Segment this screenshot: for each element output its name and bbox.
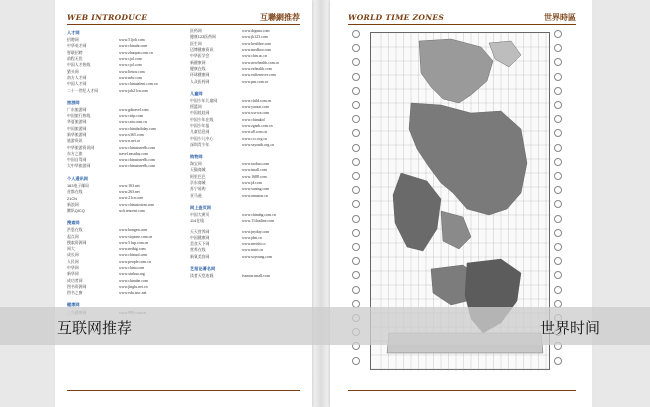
site-url: www.eufiesercer.com xyxy=(242,73,276,78)
site-url: www.chinakid xyxy=(242,117,265,122)
site-url: www.n.net.cn xyxy=(119,139,141,144)
site-name: 健康在线 xyxy=(190,65,206,71)
clock-face-icon xyxy=(554,186,562,194)
landmass-south-asia xyxy=(441,211,471,249)
site-url: www.cjol.com xyxy=(119,57,142,62)
site-name: 迈博健康资讯 xyxy=(190,47,214,53)
section-title: 旅游网 xyxy=(67,99,80,105)
site-name: 亚马逊 xyxy=(190,192,202,198)
clock-face-icon xyxy=(352,172,360,180)
landmasses xyxy=(387,39,543,353)
clock-face-icon xyxy=(554,172,562,180)
site-url: www.child.com.cn xyxy=(242,98,272,103)
clock-face-icon xyxy=(554,30,562,38)
site-name: 人众医药网 xyxy=(190,78,210,84)
site-name: 腾讯QICQ xyxy=(67,207,85,213)
site-url: www.chinatravelb.com xyxy=(119,158,156,163)
site-url: www.ezhealth.com xyxy=(242,66,272,71)
site-name: 新浪网 xyxy=(67,201,79,207)
site-url: www.job21cn.com xyxy=(119,88,149,93)
site-url: www.21cn.com xyxy=(119,196,144,201)
site-url: www.lietou.com xyxy=(119,69,145,74)
clock-face-icon xyxy=(352,73,360,81)
site-name: 首都在线 xyxy=(67,189,83,195)
site-name: 深圳青少年 xyxy=(190,141,210,147)
site-url: www.jk123.com xyxy=(242,35,268,40)
landmass-north-america xyxy=(419,39,493,103)
site-name: 中国少年报 xyxy=(190,123,210,128)
clock-face-icon xyxy=(554,115,562,123)
site-url: www.pm.com.cn xyxy=(242,79,269,84)
site-name: 起点网 xyxy=(67,233,79,239)
site-name: 洪恩在线 xyxy=(67,227,83,233)
directory-row xyxy=(67,87,185,93)
clock-face-icon xyxy=(554,58,562,66)
site-url: www.zhaopin.com.cn xyxy=(119,50,153,55)
site-name: 中华旅游资讯网 xyxy=(67,144,95,150)
site-name: 天猫商城 xyxy=(190,167,206,173)
site-url: www.chinatalent.com.cn xyxy=(119,82,158,87)
section-title: 艺报论著名网 xyxy=(190,265,216,271)
site-url: www.xinhua.org xyxy=(119,272,145,277)
site-url: www.263.net xyxy=(119,190,140,195)
clock-face-icon xyxy=(554,229,562,237)
site-name: 中华英才网 xyxy=(67,43,87,49)
section-title: 儿童网 xyxy=(190,90,203,96)
site-url: www.jd.com xyxy=(242,181,262,186)
site-url: www.114online.com xyxy=(242,219,275,224)
site-url: www.nrhr.com xyxy=(119,75,143,80)
site-name: 南方人才网 xyxy=(67,74,87,80)
site-name: 摇篮网 xyxy=(190,104,202,110)
site-name: 淘宝网 xyxy=(190,161,202,167)
site-url: www.chinatravelb.com xyxy=(119,145,156,150)
site-name: 中国少儿中心 xyxy=(190,135,214,141)
site-name: 114在线 xyxy=(190,218,204,224)
clock-face-icon xyxy=(554,215,562,223)
book-spine xyxy=(312,0,330,407)
directory-section xyxy=(190,264,308,279)
site-name: 智联招聘 xyxy=(67,49,83,55)
section-title: 个人通讯网 xyxy=(67,175,88,181)
site-url: www.chinatorizm.com xyxy=(119,202,155,207)
site-name: 医药网 xyxy=(190,28,202,34)
site-url: www.drguna.com xyxy=(242,29,270,34)
directory-column-b xyxy=(190,28,308,283)
site-name: 营养在线 xyxy=(190,247,206,253)
clock-face-icon xyxy=(352,158,360,166)
clock-face-icon xyxy=(352,87,360,95)
site-url: www.chin.ac.cn xyxy=(242,54,267,59)
site-name: 读者天堂连载 xyxy=(190,273,214,279)
site-name: 中国旅行热线 xyxy=(67,113,91,119)
section-title: 网上查页网 xyxy=(190,204,211,210)
clock-face-icon xyxy=(554,286,562,294)
site-url: www.chinaol.com xyxy=(119,253,148,258)
site-name: 健康123医药网 xyxy=(190,34,216,40)
site-url: www.cjol.com xyxy=(119,63,142,68)
site-url: www.chinatravelb.com xyxy=(119,164,156,169)
site-url: www.chinahr.com xyxy=(119,44,148,49)
site-name: 儿童信息网 xyxy=(190,129,210,135)
site-url: www.1688.com xyxy=(242,174,267,179)
site-name: 大中华旅游网 xyxy=(67,163,91,169)
site-url: www.chinabe.com xyxy=(119,278,148,283)
right-header-en: WORLD TIME ZONES xyxy=(348,13,445,22)
site-name: 新健康网 xyxy=(190,59,206,65)
directory-section xyxy=(67,218,185,296)
directory-row xyxy=(190,218,308,224)
clock-face-icon xyxy=(554,44,562,52)
directory-section xyxy=(190,152,308,199)
site-url: www.china.com xyxy=(119,266,145,271)
directory-section xyxy=(190,28,308,85)
clock-face-icon xyxy=(554,257,562,265)
landmass-greenland xyxy=(489,41,521,67)
site-url: fssmon.tmall.com xyxy=(242,274,270,279)
site-name: 中国少年儿童网 xyxy=(190,97,218,103)
directory-row xyxy=(67,208,185,214)
site-url: www.51job.com xyxy=(119,38,145,43)
site-url: www.amazon.cn xyxy=(242,193,268,198)
right-page xyxy=(330,0,592,407)
site-name: 中国少年在线 xyxy=(190,116,214,122)
site-url: www.sicpone.com.cn xyxy=(119,234,153,239)
site-name: 21CN xyxy=(67,195,77,201)
clock-face-icon xyxy=(352,200,360,208)
site-name: 163电子邮局 xyxy=(67,182,90,188)
site-name: 阿里巴巴 xyxy=(190,173,206,179)
overlay-label-world-time: 世界时间 xyxy=(539,319,600,337)
site-name: 天天营养网 xyxy=(190,228,210,234)
clock-face-icon xyxy=(352,229,360,237)
overlay-label-internet-recommend: 互联网推荐 xyxy=(57,319,133,337)
clock-face-icon xyxy=(352,144,360,152)
site-url: www.jnyday.com xyxy=(242,229,270,234)
clock-face-icon xyxy=(554,129,562,137)
clock-face-icon xyxy=(352,243,360,251)
directory-row xyxy=(190,193,308,199)
site-url: www.people.com.cn xyxy=(119,259,151,264)
site-name: 成功者网 xyxy=(67,277,83,283)
clock-face-icon xyxy=(554,243,562,251)
clock-face-icon xyxy=(554,200,562,208)
site-name: 新华旅游网 xyxy=(67,132,87,137)
directory-row xyxy=(190,254,308,260)
site-name: 成长网 xyxy=(67,252,79,258)
site-url: www.jdm.cn xyxy=(242,235,262,240)
right-header-rule xyxy=(348,24,576,25)
site-name: 招聘网 xyxy=(67,37,79,43)
section-title: 人才网 xyxy=(67,30,80,35)
site-name: 旅游资讯 xyxy=(67,138,83,144)
site-name: 中国娃娃网 xyxy=(190,110,210,116)
section-title: 购物网 xyxy=(190,154,203,160)
clock-face-icon xyxy=(352,271,360,279)
site-url: www.ccc.org.cn xyxy=(242,136,268,141)
site-name: 广东旅游网 xyxy=(67,106,87,112)
site-url: www.netbig.com xyxy=(119,247,146,252)
right-header-cn: 世界時區 xyxy=(544,13,576,22)
site-url: www.51up.com.cn xyxy=(119,240,149,245)
directory-column-a xyxy=(67,28,185,320)
clock-face-icon xyxy=(554,144,562,152)
directory-row xyxy=(67,290,185,296)
clock-face-icon xyxy=(352,44,360,52)
clock-face-icon xyxy=(554,158,562,166)
left-footer-rule xyxy=(67,390,300,391)
site-name: 新华网 xyxy=(67,271,79,277)
site-name: 二十一世纪人才网 xyxy=(67,87,99,93)
site-url: www.a8.com.cn xyxy=(242,130,268,135)
clock-face-icon xyxy=(352,215,360,223)
landmass-africa xyxy=(393,173,441,251)
left-header-cn: 互聯網推荐 xyxy=(260,13,300,22)
clock-face-icon xyxy=(554,357,562,365)
site-name: 中华医学会 xyxy=(190,53,210,59)
site-name: 中国自驾网 xyxy=(67,157,87,163)
site-url: www.nutri.cn xyxy=(242,248,264,253)
site-name: 环球健康网 xyxy=(190,72,210,78)
clock-face-icon xyxy=(352,286,360,294)
site-name: 中国健康网 xyxy=(190,234,210,240)
site-url: www.163.net xyxy=(119,183,140,188)
directory-section xyxy=(190,203,308,225)
left-header-en: WEB INTRODUCE xyxy=(67,13,148,22)
directory-row xyxy=(190,273,308,279)
directory-section xyxy=(67,28,185,94)
clock-face-icon xyxy=(352,30,360,38)
left-page xyxy=(55,0,312,407)
site-url: www.medboo.com xyxy=(242,48,272,53)
site-url: www.wa-wa.com xyxy=(242,111,270,116)
site-name: 前程无忧 xyxy=(67,56,83,62)
clock-face-icon xyxy=(352,357,360,365)
site-url: www.healthre.com xyxy=(242,41,272,46)
site-url: www.newhealth.com.cn xyxy=(242,60,280,65)
site-url: www.chinabg.com.cn xyxy=(242,212,276,217)
site-name: 中国大黄页 xyxy=(190,211,210,217)
clock-face-icon xyxy=(352,257,360,265)
directory-row xyxy=(190,142,308,148)
site-name: 中国人才热线 xyxy=(67,62,91,68)
site-url: www.suning.com xyxy=(242,187,270,192)
clock-face-icon xyxy=(554,73,562,81)
directory-row xyxy=(190,78,308,84)
site-name: 华夏旅游网 xyxy=(67,119,87,125)
site-name: 苏宁易购 xyxy=(190,186,206,192)
site-url: www.soyoung.com xyxy=(242,254,273,259)
site-url: www.jinglu.net.cn xyxy=(119,284,148,289)
directory-section xyxy=(67,98,185,170)
clock-face-icon xyxy=(352,58,360,66)
site-url: travel.eastday.com xyxy=(119,151,148,156)
site-name: 猎头网 xyxy=(67,68,79,74)
site-name: 中国旅游网 xyxy=(67,125,87,131)
directory-section xyxy=(67,174,185,214)
site-name: 中华网 xyxy=(67,265,79,271)
site-url: www.hongen.com xyxy=(119,228,148,233)
site-name: 美食天下网 xyxy=(190,241,210,247)
site-name: 人民网 xyxy=(67,258,79,264)
site-name: 网大 xyxy=(67,246,75,252)
left-header-rule xyxy=(67,24,300,25)
clock-face-icon xyxy=(352,186,360,194)
clock-face-icon xyxy=(554,87,562,95)
section-title: 搜索网 xyxy=(67,220,80,226)
site-name: 京东商城 xyxy=(190,180,206,186)
site-url: www.meishi.cc xyxy=(242,242,266,247)
site-url: www.edu.tzsc.net xyxy=(119,291,147,296)
site-url: www.chinaholiday.com xyxy=(119,126,156,131)
site-url: www.x365.com xyxy=(119,133,144,137)
site-url: www.gdtravel.com xyxy=(119,107,149,112)
site-url: www.cnta.com.cn xyxy=(119,120,147,125)
clock-face-icon xyxy=(352,101,360,109)
site-url: www.szyouth.org.cn xyxy=(242,142,274,147)
site-url: www.ctrip.com xyxy=(119,114,143,119)
site-url: www.taobao.com xyxy=(242,162,270,167)
site-url: www.tmall.com xyxy=(242,168,267,173)
site-url: www.yaosai.com xyxy=(242,105,269,110)
directory-section xyxy=(190,89,308,148)
clock-face-icon xyxy=(352,129,360,137)
site-name: 图书之窗 xyxy=(67,290,83,296)
site-name: 医生网 xyxy=(190,40,202,46)
site-name: 中国人才网 xyxy=(67,81,87,87)
site-name: 搜索资源网 xyxy=(67,239,87,245)
site-name: 图书资源网 xyxy=(67,283,87,289)
clock-face-icon xyxy=(554,101,562,109)
site-name: 新氧美容网 xyxy=(190,253,210,259)
site-name: 东方之旅 xyxy=(67,150,83,156)
right-footer-rule xyxy=(348,390,576,391)
directory-row xyxy=(67,163,185,169)
clock-face-icon xyxy=(352,115,360,123)
section-title: 健康网 xyxy=(67,302,80,308)
site-url: soft.tencent.com xyxy=(119,208,145,213)
clock-face-icon xyxy=(554,271,562,279)
directory-section xyxy=(190,228,308,259)
site-url: www.zgsnb.com.cn xyxy=(242,124,273,128)
